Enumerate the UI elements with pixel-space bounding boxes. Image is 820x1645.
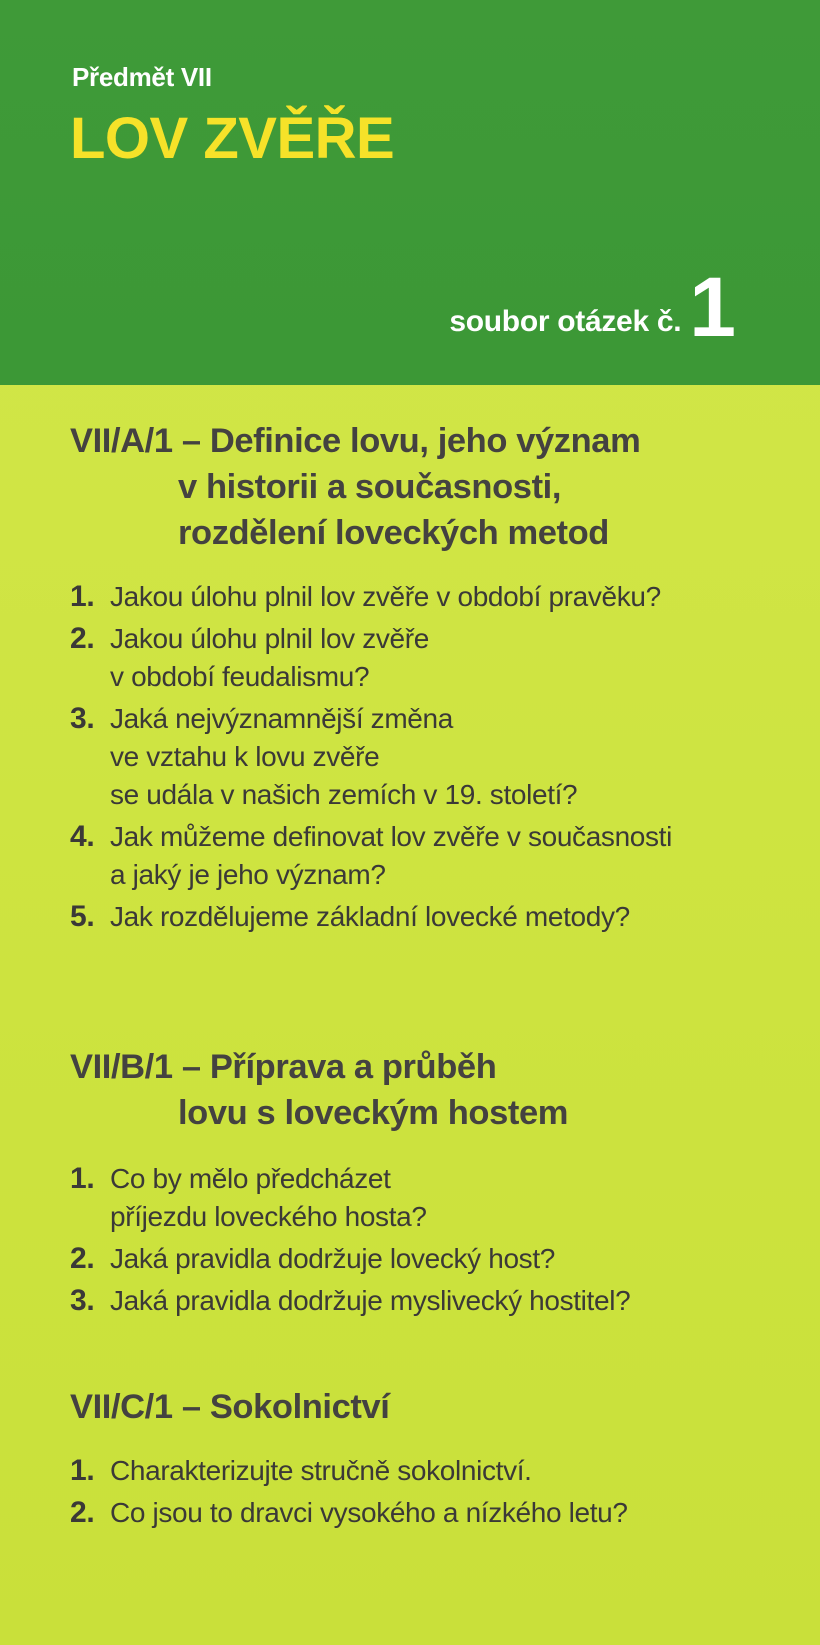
question-item	[70, 700, 780, 814]
question-number: 1.	[70, 1162, 95, 1195]
section-heading	[70, 1044, 780, 1136]
question-text: Jak můžeme definovat lov zvěře v současnosti	[110, 821, 672, 852]
section-heading-continuation: rozdělení loveckých metod	[178, 514, 609, 552]
section-heading-text: – Definice lovu, jeho význam	[181, 422, 641, 460]
page-title: LOV ZVĚŘE	[70, 106, 395, 171]
question-list	[70, 1160, 780, 1320]
question-item	[70, 1282, 780, 1320]
question-number: 3.	[70, 702, 95, 735]
question-set-label: soubor otázek č.	[449, 305, 682, 338]
section-c	[70, 1384, 780, 1532]
question-text: v období feudalismu?	[110, 661, 370, 692]
question-text: a jaký je jeho význam?	[110, 859, 386, 890]
subject-label: Předmět VII	[72, 62, 212, 92]
question-text: Jak rozdělujeme základní lovecké metody?	[110, 901, 630, 932]
question-text: Co jsou to dravci vysokého a nízkého letu?	[110, 1497, 628, 1528]
section-heading	[70, 418, 780, 556]
section-code: VII/A/1	[70, 422, 173, 460]
question-text: Jakou úlohu plnil lov zvěře	[110, 623, 429, 654]
question-item	[70, 1240, 780, 1278]
question-text: Co by mělo předcházet	[110, 1163, 391, 1194]
question-number: 2.	[70, 622, 95, 655]
question-text: Jaká nejvýznamnější změna	[110, 703, 453, 734]
question-item	[70, 620, 780, 696]
section-code: VII/C/1	[70, 1388, 173, 1426]
question-text: Charakterizujte stručně sokolnictví.	[110, 1455, 532, 1486]
section-heading-text: – Příprava a průběh	[181, 1048, 497, 1086]
section-heading-continuation: lovu s loveckým hostem	[178, 1094, 569, 1132]
question-list	[70, 578, 780, 936]
question-text: Jaká pravidla dodržuje lovecký host?	[110, 1243, 555, 1274]
question-number: 1.	[70, 580, 95, 613]
question-number: 1.	[70, 1454, 95, 1487]
question-number: 2.	[70, 1242, 95, 1275]
question-item	[70, 1494, 780, 1532]
question-number: 5.	[70, 900, 95, 933]
question-set	[449, 260, 736, 354]
question-number: 3.	[70, 1284, 95, 1317]
question-list	[70, 1452, 780, 1532]
question-text: ve vztahu k lovu zvěře	[110, 741, 380, 772]
question-number: 2.	[70, 1496, 95, 1529]
section-b	[70, 1044, 780, 1320]
header-band	[0, 0, 820, 385]
question-item	[70, 1452, 780, 1490]
section-heading-continuation: v historii a současnosti,	[178, 468, 562, 506]
section-heading	[70, 1384, 780, 1430]
question-item	[70, 818, 780, 894]
question-item	[70, 578, 780, 616]
section-heading-text: – Sokolnictví	[181, 1388, 390, 1426]
question-text: Jakou úlohu plnil lov zvěře v období pravěku?	[110, 581, 661, 612]
question-text: Jaká pravidla dodržuje myslivecký hostitel?	[110, 1285, 631, 1316]
question-text: se udála v našich zemích v 19. století?	[110, 779, 578, 810]
question-item	[70, 1160, 780, 1236]
question-set-number: 1	[689, 260, 736, 354]
question-text: příjezdu loveckého hosta?	[110, 1201, 427, 1232]
question-number: 4.	[70, 820, 95, 853]
section-code: VII/B/1	[70, 1048, 173, 1086]
question-item	[70, 898, 780, 936]
section-a	[70, 418, 780, 936]
